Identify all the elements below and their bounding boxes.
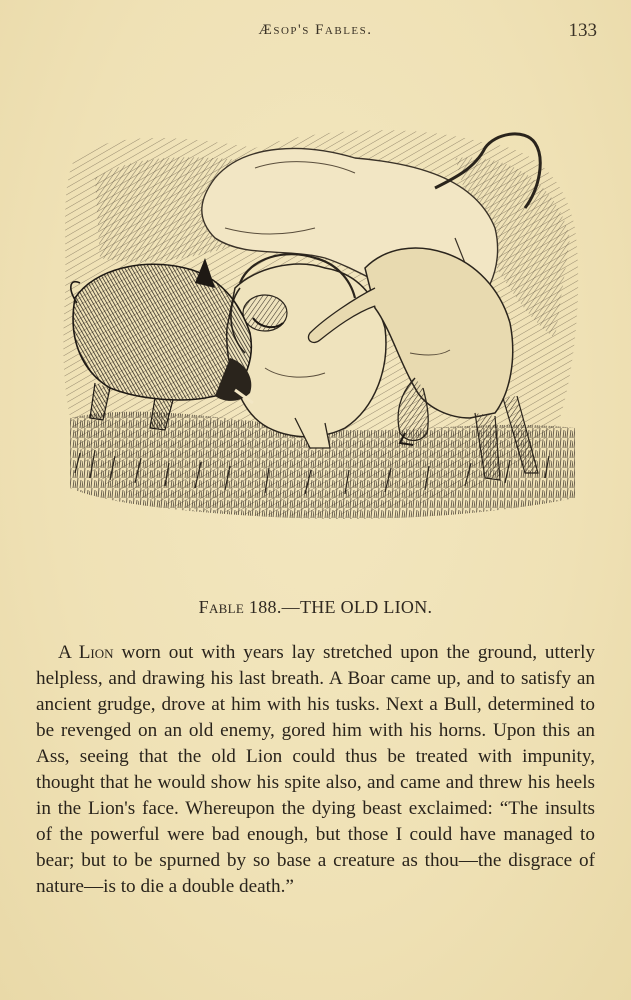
fable-body (36, 640, 595, 900)
title-separator: — (281, 597, 300, 617)
running-title: Æsop's Fables. (258, 22, 373, 38)
fable-number-label: Fable 188. (198, 597, 282, 617)
fable-title-text: THE OLD LION. (299, 597, 433, 617)
page-number: 133 (568, 20, 597, 41)
fable-lead-word: A Lion (58, 642, 114, 663)
fable-illustration (55, 118, 585, 528)
running-head (0, 20, 631, 44)
fable-body-text: worn out with years lay stretched upon the ground, utterly helpless, and drawing his last breath. A Boar came up, and to satisfy an ancient grudge, drove at him with his tusks. Next a Bull, determined to be revenged on an old enemy, gored him with his horns. Upon this an Ass, seeing that the old Lion could thus be treated with impunity, thought that he would show his spite also, and came and threw his heels in the Lion's face. Whereupon the dying beast exclaimed: “The insults of the powerful were bad enough, but those I could have managed to bear; but to be spurned by so base a creature as thou—the disgrace of nature—is to die a double death.” (36, 642, 595, 897)
fable-title (0, 597, 631, 618)
